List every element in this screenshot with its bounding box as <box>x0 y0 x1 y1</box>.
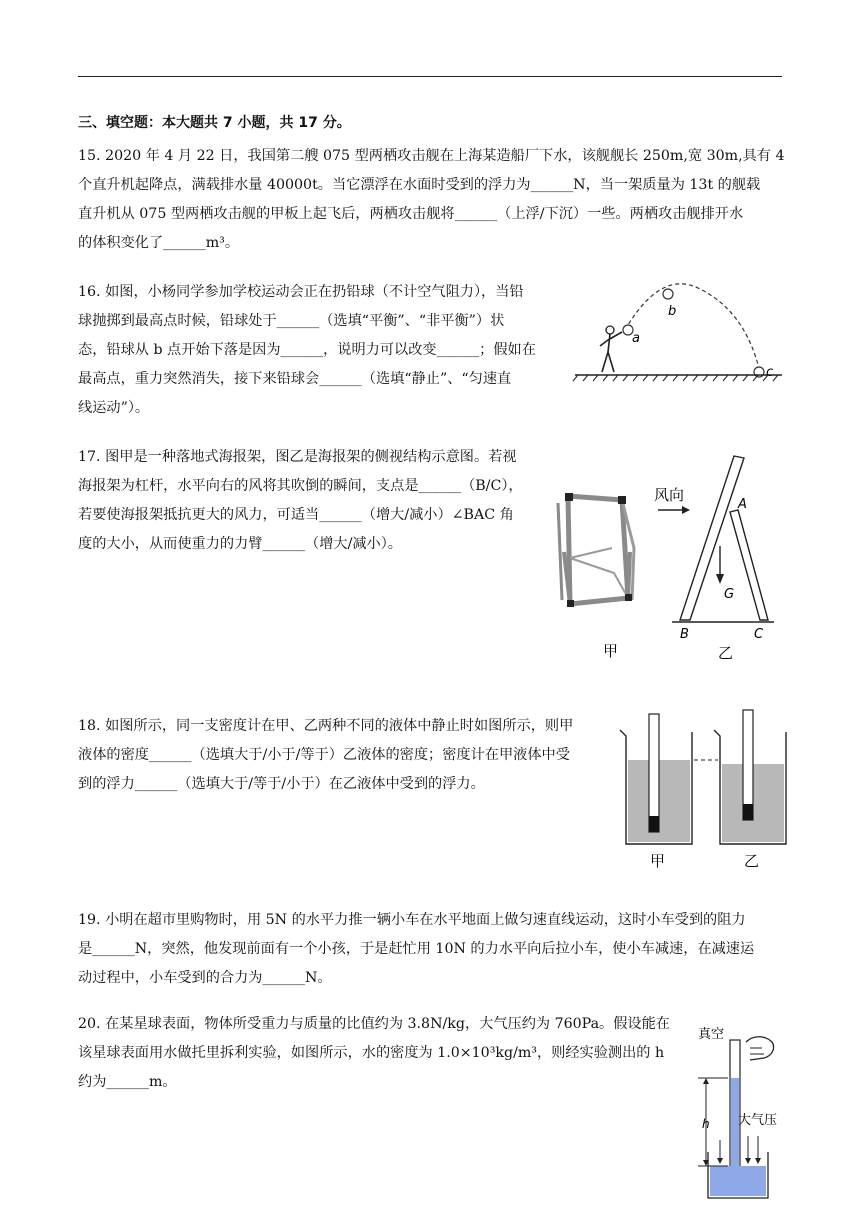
atm-label: 大气压 <box>738 1113 778 1128</box>
h-label: h <box>702 1117 710 1131</box>
thrower-body <box>600 332 622 372</box>
q20-line-1: 20. 在某星球表面，物体所受重力与质量的比值约为 3.8N/kg，大气压约为 760Pa。假设能在 <box>78 1016 670 1032</box>
label-b: b <box>668 304 677 319</box>
ball-at-b <box>663 289 673 299</box>
q15-line-1: 15. 2020 年 4 月 22 日，我国第二艘 075 型两栖攻击舰在上海某造船厂下水，该舰舰长 250m,宽 30m,具有 4 <box>78 148 785 164</box>
label-a: a <box>632 331 640 346</box>
question-18 <box>78 712 573 799</box>
q20-line-2: 该星球表面用水做托里拆利实验，如图所示，水的密度为 1.0×10³kg/m³，则经实验测出的 h <box>78 1045 665 1061</box>
q15-line-4: 的体积变化了______m³。 <box>78 235 240 251</box>
hydrometer-figure <box>612 706 792 876</box>
label-C: C <box>754 627 764 642</box>
caption-yi: 乙 <box>744 852 760 870</box>
beaker-jia <box>620 714 692 844</box>
caption-jia: 甲 <box>650 852 666 870</box>
question-20 <box>78 1010 670 1097</box>
q16-line-3: 态，铅球从 b 点开始下落是因为______，说明力可以改变______；假如在 <box>78 342 536 358</box>
beaker-yi <box>714 710 786 844</box>
q17-line-1: 17. 图甲是一种落地式海报架，图乙是海报架的侧视结构示意图。若视 <box>78 449 517 465</box>
q16-line-4: 最高点，重力突然消失，接下来铅球会______（选填“静止”、“匀速直 <box>78 371 512 387</box>
q15-line-3: 直升机从 075 型两栖攻击舰的甲板上起飞后，两栖攻击舰将______（上浮/下沉）一些。两栖攻击舰排开水 <box>78 206 744 222</box>
torricelli-figure <box>692 1012 792 1212</box>
caption-jia: 甲 <box>603 642 619 660</box>
q19-line-1: 19. 小明在超市里购物时，用 5N 的水平力推一辆小车在水平地面上做匀速直线运动，这时小车受到的阻力 <box>78 912 746 928</box>
q16-line-2: 球抛掷到最高点时候，铅球处于______（选填“平衡”、“非平衡”）状 <box>78 313 505 329</box>
section-title: 三、填空题：本大题共 7 小题，共 17 分。 <box>78 115 351 131</box>
wind-label: 风向 <box>654 486 685 504</box>
question-15 <box>78 142 785 258</box>
question-17 <box>78 443 523 559</box>
vacuum-label: 真空 <box>698 1027 725 1042</box>
q16-line-5: 线运动”）。 <box>78 400 150 416</box>
poster-stand-photo <box>558 493 634 607</box>
q17-line-2: 海报架为杠杆，水平向右的风将其吹倒的瞬间，支点是______（B/C）， <box>78 478 523 494</box>
label-A: A <box>738 497 747 512</box>
label-B: B <box>680 627 689 642</box>
q20-line-3: 约为______m。 <box>78 1074 177 1090</box>
caption-yi: 乙 <box>718 644 734 662</box>
label-G: G <box>724 587 735 602</box>
q19-line-2: 是______N，突然，他发现前面有一个小孩，于是赶忙用 10N 的力水平向后拉小车，使小车减速，在减速运 <box>78 941 755 957</box>
q17-line-4: 度的大小，从而使重力的力臂______（增大/减小）。 <box>78 536 402 552</box>
trajectory-dashed-line <box>625 284 760 372</box>
water-dish <box>710 1166 766 1196</box>
q16-line-1: 16. 如图，小杨同学参加学校运动会正在扔铅球（不计空气阻力），当铅 <box>78 284 524 300</box>
q17-line-3: 若要使海报架抵抗更大的风力，可适当______（增大/减小）∠BAC 角 <box>78 507 514 523</box>
ground-hatching <box>573 375 778 381</box>
header-rule <box>78 76 782 77</box>
q18-line-2: 液体的密度______（选填大于/小于/等于）乙液体的密度；密度计在甲液体中受 <box>78 747 570 763</box>
label-c: c <box>766 365 774 380</box>
q18-line-1: 18. 如图所示，同一支密度计在甲、乙两种不同的液体中静止时如图所示，则甲 <box>78 718 574 734</box>
q19-line-3: 动过程中，小车受到的合力为______N。 <box>78 970 332 986</box>
shot-put-figure <box>570 280 785 395</box>
question-19 <box>78 906 754 993</box>
question-16 <box>78 278 536 423</box>
poster-stand-figure <box>548 448 788 668</box>
hand-fingers <box>750 1048 764 1054</box>
thrower-head <box>606 326 614 334</box>
side-view-schematic <box>658 456 774 622</box>
q18-line-3: 到的浮力______（选填大于/等于/小于）在乙液体中受到的浮力。 <box>78 776 485 792</box>
q15-line-2: 个直升机起降点，满载排水量 40000t。当它漂浮在水面时受到的浮力为______N，当一架质量为 13t 的舰载 <box>78 177 761 193</box>
